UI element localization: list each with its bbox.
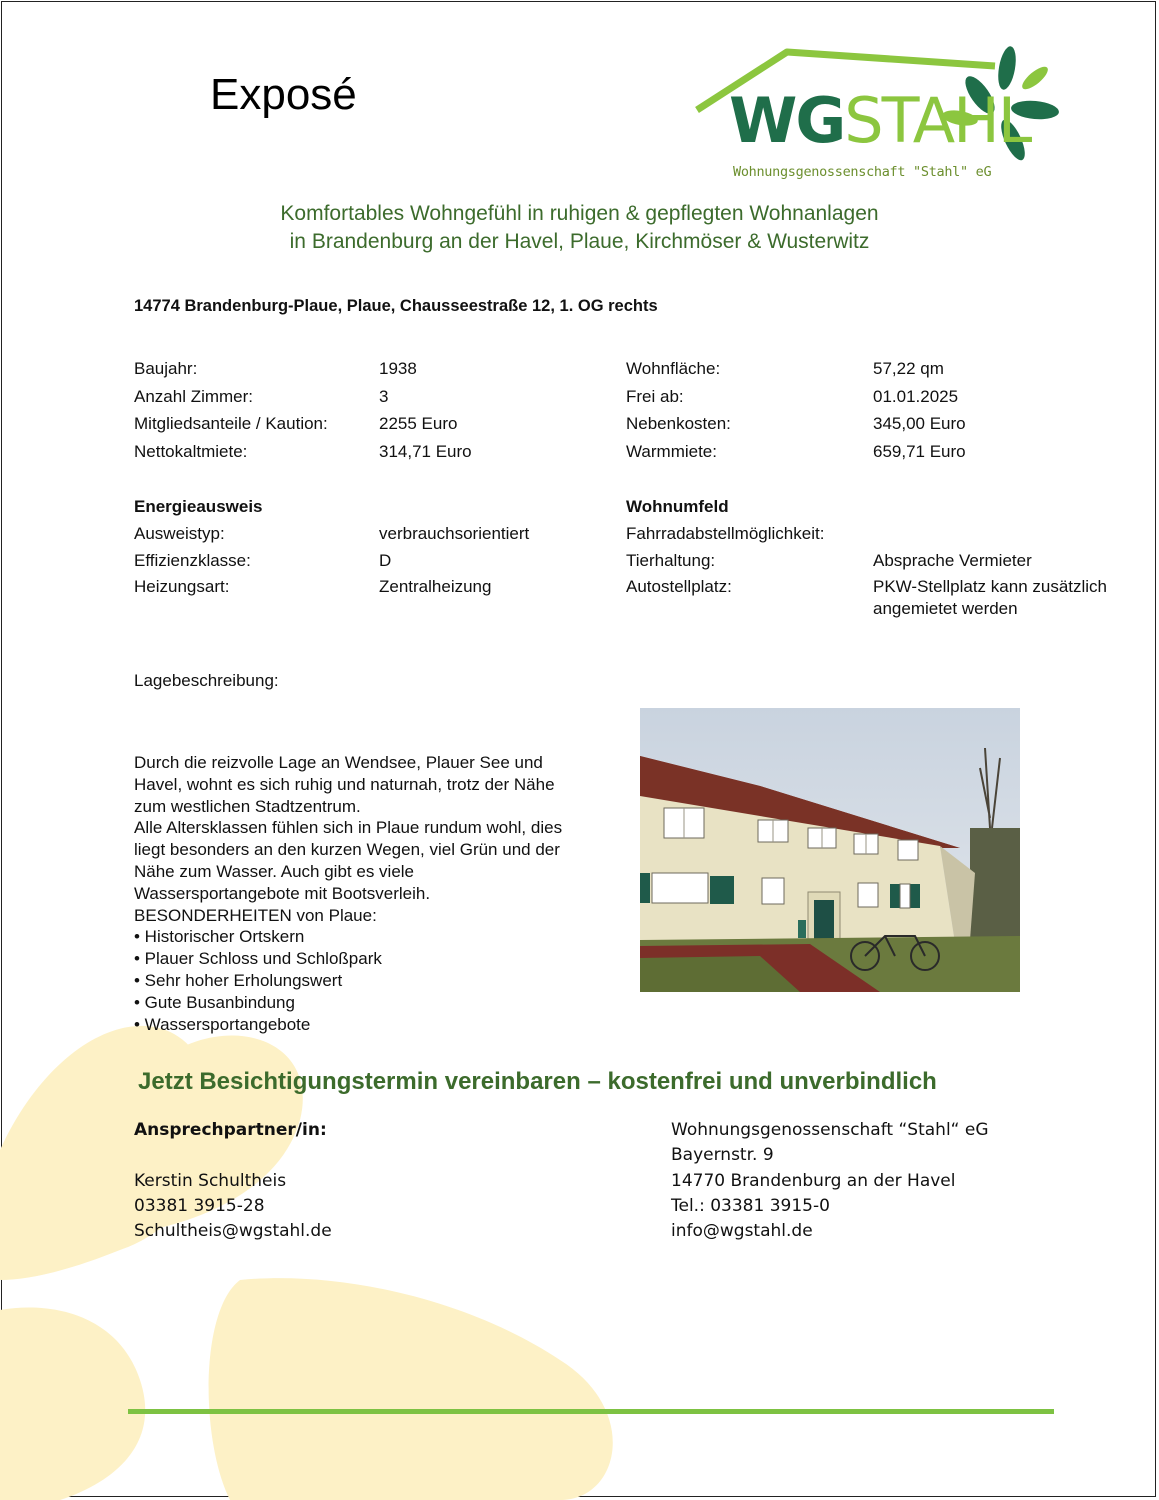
- fact-label: Frei ab:: [626, 387, 684, 406]
- contact-heading: Ansprechpartner/in:: [134, 1120, 327, 1140]
- contact-email-link[interactable]: Schultheis@wgstahl.de: [134, 1221, 332, 1242]
- page-title: Exposé: [210, 70, 357, 119]
- bullet-item: • Sehr hoher Erholungswert: [134, 970, 343, 990]
- energy-value: verbrauchsorientiert: [379, 524, 530, 543]
- company-address: [671, 1118, 989, 1244]
- fact-label: Mitgliedsanteile / Kaution:: [134, 414, 328, 433]
- description-line: liegt besonders an den kurzen Wegen, viel Grün und der: [134, 840, 560, 860]
- company-city: 14770 Brandenburg an der Havel: [671, 1170, 956, 1191]
- surroundings-label: Fahrradabstellmöglichkeit:: [626, 524, 825, 543]
- energy-value: Zentralheizung: [379, 577, 492, 596]
- building-photo: [640, 708, 1020, 992]
- fact-value: 1938: [379, 359, 417, 378]
- fact-value: 01.01.2025: [873, 387, 959, 406]
- location-description: [134, 752, 624, 1035]
- surroundings-value-continued: angemietet werden: [873, 599, 1018, 618]
- logo-tagline: Wohnungsgenossenschaft "Stahl" eG: [733, 164, 992, 180]
- property-address: 14774 Brandenburg-Plaue, Plaue, Chausseestraße 12, 1. OG rechts: [134, 297, 658, 315]
- company-email-link[interactable]: info@wgstahl.de: [671, 1221, 813, 1242]
- fact-label: Nebenkosten:: [626, 414, 731, 433]
- bullet-item: • Plauer Schloss und Schloßpark: [134, 949, 382, 969]
- fact-label: Wohnfläche:: [626, 359, 721, 378]
- bullet-item: • Historischer Ortskern: [134, 927, 305, 947]
- contact-name: Kerstin Schultheis: [134, 1170, 287, 1191]
- bullet-item: • Gute Busanbindung: [134, 992, 295, 1012]
- contact-phone[interactable]: 03381 3915-28: [134, 1195, 265, 1216]
- subtitle-line-2: in Brandenburg an der Havel, Plaue, Kirchmöser & Wusterwitz: [289, 230, 870, 253]
- energy-label: Heizungsart:: [134, 577, 230, 596]
- call-to-action: Jetzt Besichtigungstermin vereinbaren – kostenfrei und unverbindlich: [138, 1068, 937, 1095]
- surroundings-label: Tierhaltung:: [626, 551, 716, 570]
- description-line: Nähe zum Wasser. Auch gibt es viele: [134, 861, 415, 881]
- location-heading: Lagebeschreibung:: [134, 671, 279, 690]
- bullet-item: • Wassersportangebote: [134, 1014, 311, 1034]
- description-line: Wassersportangebote mit Bootsverleih.: [134, 883, 431, 903]
- description-line: Havel, wohnt es sich ruhig und naturnah, trotz der Nähe: [134, 774, 555, 794]
- description-line: zum westlichen Stadtzentrum.: [134, 796, 361, 816]
- fact-value: 314,71 Euro: [379, 442, 472, 461]
- fact-value: 2255 Euro: [379, 414, 458, 433]
- surroundings-heading: Wohnumfeld: [626, 497, 729, 516]
- fact-value: 3: [379, 387, 389, 406]
- logo-wg: WG: [729, 84, 845, 157]
- fact-label: Anzahl Zimmer:: [134, 387, 254, 406]
- fact-value: 57,22 qm: [873, 359, 944, 378]
- company-phone[interactable]: Tel.: 03381 3915-0: [671, 1195, 830, 1216]
- fact-label: Warmmiete:: [626, 442, 717, 461]
- surroundings-value: PKW-Stellplatz kann zusätzlich: [873, 577, 1108, 596]
- energy-heading: Energieausweis: [134, 497, 263, 516]
- description-line: BESONDERHEITEN von Plaue:: [134, 905, 377, 925]
- footer-divider: [128, 1409, 1054, 1414]
- company-name: Wohnungsgenossenschaft “Stahl“ eG: [671, 1120, 989, 1140]
- contact-person: [134, 1118, 332, 1244]
- surroundings-label: Autostellplatz:: [626, 577, 732, 596]
- company-street: Bayernstr. 9: [671, 1145, 774, 1166]
- energy-label: Effizienzklasse:: [134, 551, 251, 570]
- logo-stahl: STAHL: [844, 84, 1031, 157]
- fact-value: 345,00 Euro: [873, 414, 966, 433]
- description-line: Alle Altersklassen fühlen sich in Plaue rundum wohl, dies: [134, 818, 563, 838]
- wg-stahl-logo: [695, 40, 1065, 190]
- fact-value: 659,71 Euro: [873, 442, 966, 461]
- fact-label: Nettokaltmiete:: [134, 442, 248, 461]
- energy-label: Ausweistyp:: [134, 524, 225, 543]
- energy-value: D: [379, 551, 392, 570]
- description-line: Durch die reizvolle Lage an Wendsee, Plauer See und: [134, 753, 543, 772]
- subtitle-line-1: Komfortables Wohngefühl in ruhigen & gepflegten Wohnanlagen: [280, 202, 879, 225]
- fact-label: Baujahr:: [134, 359, 198, 378]
- surroundings-value: Absprache Vermieter: [873, 551, 1032, 570]
